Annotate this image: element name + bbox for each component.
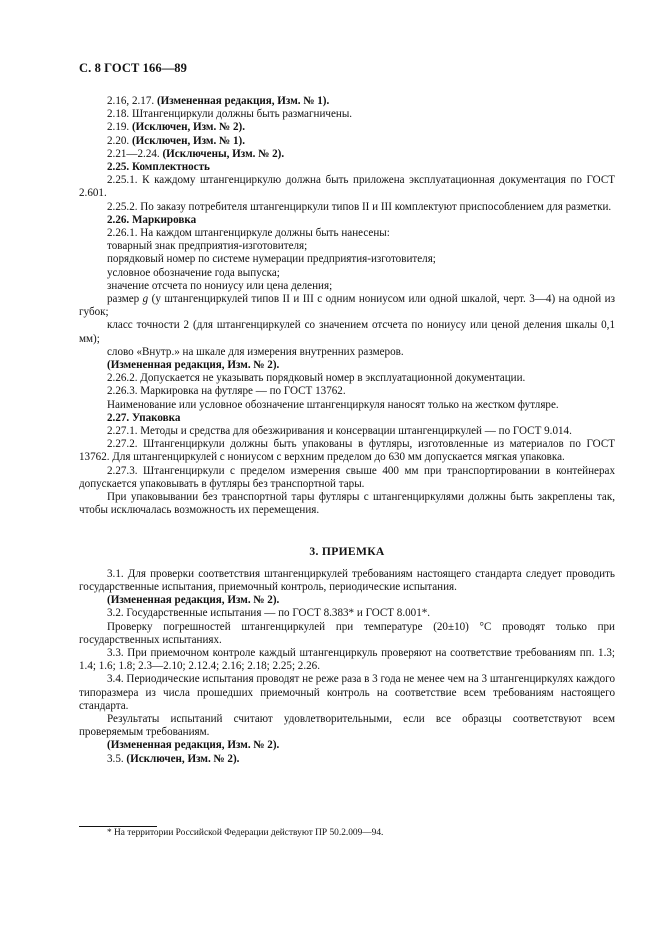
para-3-4: 3.4. Периодические испытания проводят не реже раза в 3 года не менее чем на 3 штангенциркулях каждого типоразмера из числа прошедших приемочный контроль на соответствие всем требованиям настоящего стандарта.: [79, 673, 615, 712]
list-item: значение отсчета по нониусу или цена деления;: [107, 279, 333, 292]
para-2-27-1: 2.27.1. Методы и средства для обезжиривания и консервации штангенциркулей — по ГОСТ 9.014.: [107, 425, 572, 438]
para-2-19: [79, 121, 615, 134]
para-3-2: 3.2. Государственные испытания — по ГОСТ 8.383* и ГОСТ 8.001*.: [107, 607, 431, 620]
para-number: 2.19.: [107, 121, 130, 134]
heading-2-25: 2.25. Комплектность: [107, 161, 210, 174]
amendment-note: (Измененная редакция, Изм. № 2).: [107, 359, 280, 372]
para-2-26-3: 2.26.3. Маркировка на футляре — по ГОСТ 13762.: [107, 385, 346, 398]
para-2-20: [79, 135, 615, 148]
para-2-26-1: 2.26.1. На каждом штангенциркуле должны быть нанесены:: [107, 227, 390, 240]
para-2-26-3b: Наименование или условное обозначение штангенциркуля наносят только на жестком футляре.: [107, 398, 559, 411]
para-number: 3.5.: [107, 752, 124, 765]
variable-g: g: [142, 293, 149, 306]
para-number: 2.20.: [107, 134, 130, 147]
para-3-5: [79, 753, 615, 766]
para-2-16-17: [79, 95, 615, 108]
para-2-27-2: 2.27.2. Штангенциркули должны быть упакованы в футляры, изготовленные из материалов по ГОСТ 13762. Для штангенциркулей с нониусом с верхним пределом до 630 мм допускается мягкая упаковка.: [79, 438, 615, 464]
para-2-27-3: 2.27.3. Штангенциркули с пределом измерения свыше 400 мм при транспортировании в контейнерах допускается упаковывать в футляры без транспортной тары.: [79, 464, 615, 490]
amendment-note: (Исключен, Изм. № 2).: [131, 121, 245, 134]
amendment-note: (Исключен, Изм. № 1).: [131, 134, 245, 147]
para-3-1: 3.1. Для проверки соответствия штангенциркулей требованиям настоящего стандарта следует проводить государственные испытания, приемочный контроль, периодические испытания.: [79, 567, 615, 593]
heading-2-26: 2.26. Маркировка: [107, 213, 197, 226]
page-header: С. 8 ГОСТ 166—89: [79, 61, 188, 75]
amendment-note: (Измененная редакция, Изм. № 1).: [156, 95, 330, 107]
amendment-note: (Исключен, Изм. № 2).: [126, 752, 240, 765]
section-title-acceptance: 3. ПРИЕМКА: [309, 544, 385, 558]
para-3-3: 3.3. При приемочном контроле каждый штангенциркуль проверяют на соответствие требованиям пп. 1.3; 1.4; 1.6; 1.8; 2.3—2.10; 2.12.4; 2.16; 2.18; 2.25; 2.26.: [79, 646, 615, 673]
list-item: слово «Внутр.» на шкале для измерения внутренних размеров.: [107, 345, 404, 358]
para-number: 2.21—2.24.: [107, 147, 160, 160]
para-text: Штангенциркули должны быть размагничены.: [131, 108, 353, 121]
para-3-2b: Проверку погрешностей штангенциркулей при температуре (20±10) °С проводят только при государственных испытаниях.: [79, 620, 615, 646]
heading-2-27: 2.27. Упаковка: [107, 411, 181, 424]
para-number: 2.18.: [107, 108, 130, 121]
para-2-25-2: 2.25.2. По заказу потребителя штангенциркули типов II и III комплектуют приспособлением для разметки.: [107, 200, 612, 213]
para-text: (у штангенциркулей типов II и III с одним нониусом или одной шкалой, черт. 3—4) на одной из губок;: [79, 293, 615, 319]
footnote: * На территории Российской Федерации действуют ПР 50.2.009—94.: [107, 828, 384, 838]
amendment-note: (Измененная редакция, Изм. № 2).: [107, 739, 280, 752]
list-item: товарный знак предприятия-изготовителя;: [107, 240, 308, 253]
list-item-razmer: [79, 293, 615, 319]
list-item: класс точности 2 (для штангенциркулей со значением отсчета по нониусу или ценой деления шкалы 0,1 мм);: [79, 319, 615, 345]
amendment-note: (Измененная редакция, Изм. № 2).: [107, 594, 280, 607]
para-2-21-24: [79, 148, 615, 161]
para-2-26-2: 2.26.2. Допускается не указывать порядковый номер в эксплуатационной документации.: [107, 372, 526, 385]
para-number: 2.16, 2.17.: [107, 95, 155, 107]
para-3-4b: Результаты испытаний считают удовлетворительными, если все образцы соответствуют всем проверяемым требованиям.: [79, 712, 615, 739]
list-item: условное обозначение года выпуска;: [107, 266, 280, 279]
para-2-25-1: 2.25.1. К каждому штангенциркулю должна быть приложена эксплуатационная документация по ГОСТ 2.601.: [79, 174, 615, 200]
list-item: порядковый номер по системе нумерации предприятия-изготовителя;: [107, 253, 436, 266]
document-body: [79, 95, 615, 766]
para-2-18: [79, 108, 615, 121]
amendment-note: (Исключены, Изм. № 2).: [162, 147, 285, 160]
para-text: размер: [107, 293, 143, 306]
para-2-27-3b: При упаковывании без транспортной тары футляры с штангенциркулями должны быть закреплены так, чтобы исключалась возможность их перемещения.: [79, 491, 615, 517]
